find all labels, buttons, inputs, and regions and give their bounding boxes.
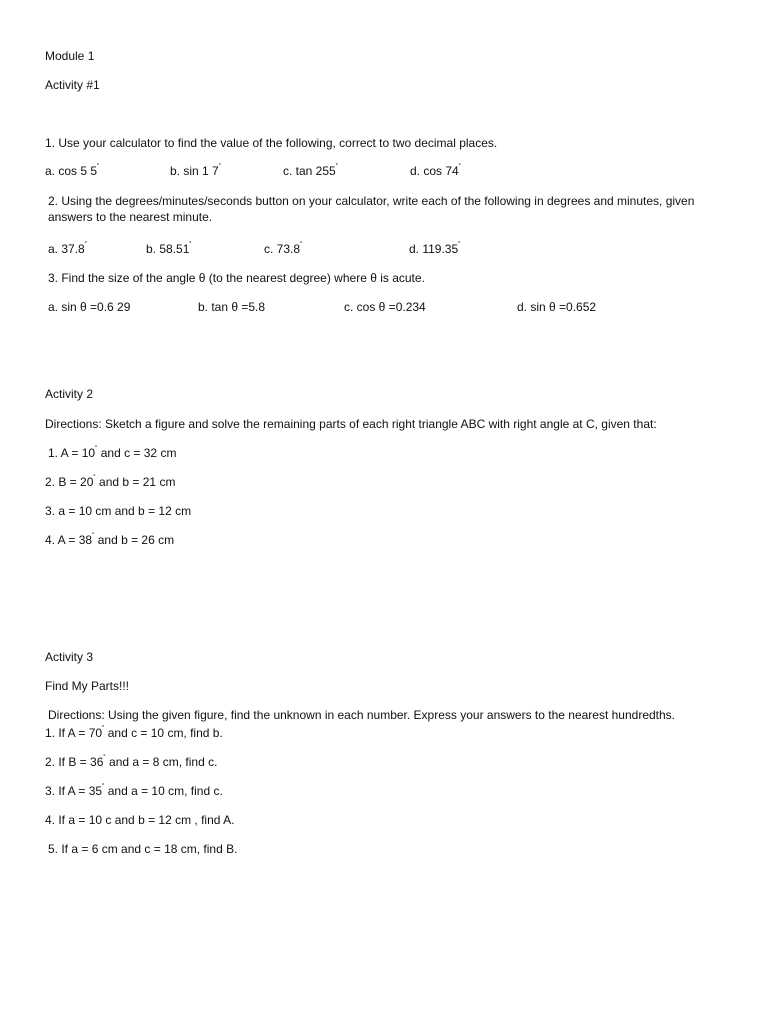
activity-2-item-3: 3. a = 10 cm and b = 12 cm xyxy=(45,504,192,518)
degree-mark: ˚ xyxy=(103,755,106,762)
q3-item-a: a. sin θ =0.6 29 xyxy=(48,300,131,314)
q1-item-c: c. tan 255˚ xyxy=(283,164,339,178)
q1-item-d: d. cos 74˚ xyxy=(410,164,462,178)
activity-1-question-3: 3. Find the size of the angle θ (to the nearest degree) where θ is acute. xyxy=(48,271,425,285)
activity-1-question-1: 1. Use your calculator to find the value of the following, correct to two decimal places. xyxy=(45,136,498,150)
activity-2-item-4: 4. A = 38˚ and b = 26 cm xyxy=(45,533,175,547)
q2-item-c: c. 73.8˚ xyxy=(264,242,303,256)
degree-mark: ˚ xyxy=(102,726,105,733)
degree-mark: ˚ xyxy=(189,242,192,249)
q1-item-a: a. cos 5 5˚ xyxy=(45,164,100,178)
activity-3-item-3: 3. If A = 35˚ and a = 10 cm, find c. xyxy=(45,784,223,798)
q3-item-c: c. cos θ =0.234 xyxy=(344,300,426,314)
degree-mark: ˚ xyxy=(458,242,461,249)
activity-1-title: Activity #1 xyxy=(45,78,100,92)
activity-2-directions: Directions: Sketch a figure and solve the remaining parts of each right triangle ABC with right angle at C, given that: xyxy=(45,417,657,431)
q2-item-b: b. 58.51˚ xyxy=(146,242,192,256)
degree-mark: ˚ xyxy=(335,164,339,171)
degree-mark: ˚ xyxy=(92,533,95,540)
activity-3-item-4: 4. If a = 10 c and b = 12 cm , find A. xyxy=(45,813,235,827)
activity-3-subtitle: Find My Parts!!! xyxy=(45,679,130,693)
degree-mark: ˚ xyxy=(84,242,88,249)
q2-item-d: d. 119.35˚ xyxy=(409,242,461,256)
degree-mark: ˚ xyxy=(218,164,222,171)
degree-mark: ˚ xyxy=(102,784,105,791)
degree-mark: ˚ xyxy=(97,164,100,171)
q2-item-a: a. 37.8˚ xyxy=(48,242,88,256)
q1-item-b: b. sin 1 7˚ xyxy=(170,164,222,178)
activity-3-directions: Directions: Using the given figure, find the unknown in each number. Express your answers to the nearest hundredths. xyxy=(48,708,676,722)
activity-3-item-5: 5. If a = 6 cm and c = 18 cm, find B. xyxy=(48,842,238,856)
activity-2-title: Activity 2 xyxy=(45,387,94,401)
module-title: Module 1 xyxy=(45,49,95,63)
q3-item-b: b. tan θ =5.8 xyxy=(198,300,266,314)
degree-mark: ˚ xyxy=(300,242,303,249)
degree-mark: ˚ xyxy=(458,164,462,171)
activity-2-item-1: 1. A = 10˚ and c = 32 cm xyxy=(48,446,177,460)
activity-2-item-2: 2. B = 20˚ and b = 21 cm xyxy=(45,475,176,489)
degree-mark: ˚ xyxy=(93,475,96,482)
activity-3-item-1: 1. If A = 70˚ and c = 10 cm, find b. xyxy=(45,726,223,740)
activity-1-question-2: 2. Using the degrees/minutes/seconds button on your calculator, write each of the following in degrees and minutes, given answers to the nearest minute. xyxy=(48,194,695,224)
degree-mark: ˚ xyxy=(95,446,98,453)
q3-item-d: d. sin θ =0.652 xyxy=(517,300,597,314)
activity-3-title: Activity 3 xyxy=(45,650,94,664)
activity-3-item-2: 2. If B = 36˚ and a = 8 cm, find c. xyxy=(45,755,218,769)
